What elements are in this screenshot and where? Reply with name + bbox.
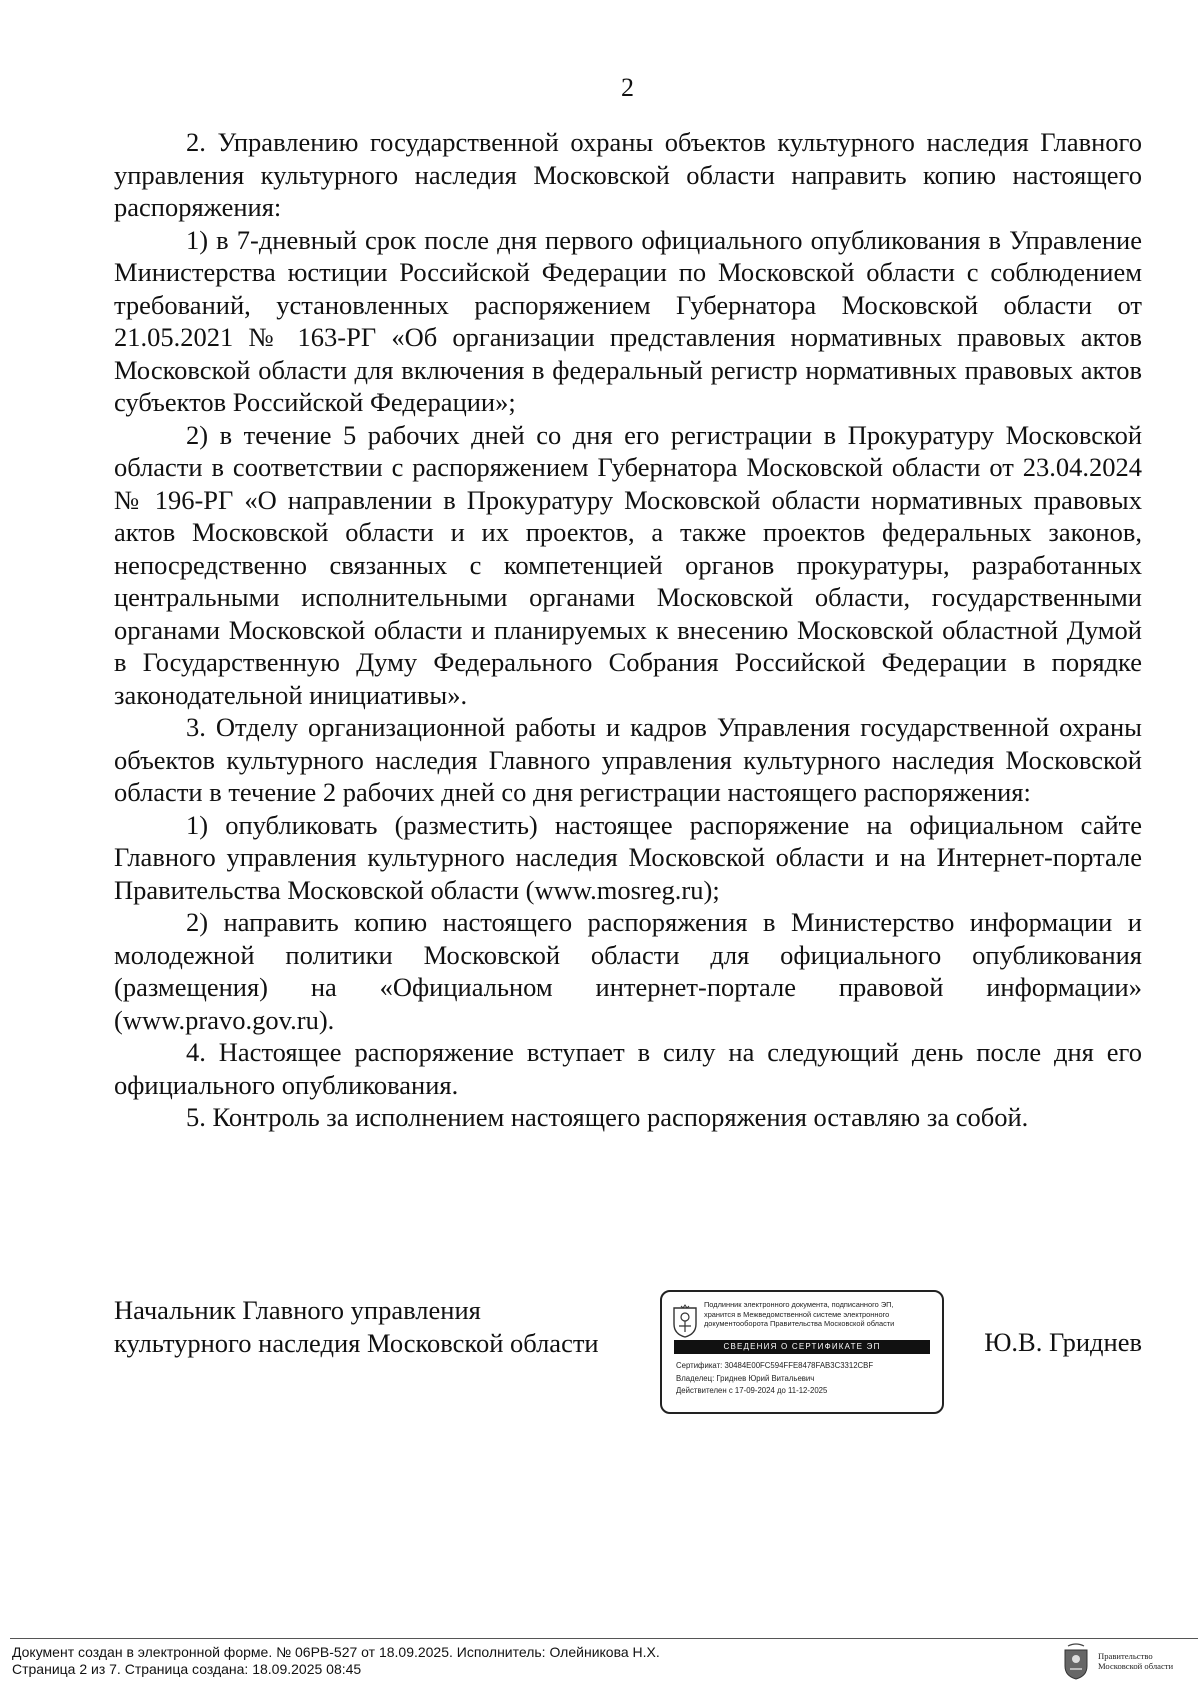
footer-info: [12, 1644, 660, 1678]
paragraph-item-3-1: 1) опубликовать (разместить) настоящее распоряжение на официальном сайте Главного управления культурного наследия Московской области и на Интернет-портале Правительства Московской области (www.mosreg.ru);: [114, 809, 1142, 905]
stamp-header-line: хранится в Межведомственной системе электронного: [704, 1309, 890, 1319]
paragraph-item-4: 4. Настоящее распоряжение вступает в силу на следующий день после дня его официального опубликования.: [114, 1037, 1142, 1100]
moscow-oblast-crest-icon: [672, 1304, 698, 1338]
paragraph-item-2: 2. Управлению государственной охраны объектов культурного наследия Главного управления культурного наследия Московской области направить копию настоящего распоряжения:: [114, 127, 1142, 222]
government-logo-text: [1098, 1651, 1173, 1672]
signature-block: [114, 1290, 1142, 1420]
stamp-header: [704, 1300, 936, 1329]
document-body: [114, 126, 1142, 1134]
footer-line-document: Документ создан в электронной форме. № 06РВ-527 от 18.09.2025. Исполнитель: Олейникова Н.Х.: [12, 1644, 660, 1660]
stamp-validity: Действителен с 17-09-2024 до 11-12-2025: [676, 1386, 828, 1396]
stamp-certificate-details: [676, 1360, 938, 1398]
page-number: 2: [621, 73, 634, 102]
stamp-owner: Владелец: Гриднев Юрий Витальевич: [676, 1373, 815, 1383]
paragraph-item-3-2: 2) направить копию настоящего распоряжения в Министерство информации и молодежной политики Московской области для официального опубликования (размещения) на «Официальном интернет-портале правовой информации» (www.pravo.gov.ru).: [114, 907, 1142, 1035]
paragraph-item-2-2: 2) в течение 5 рабочих дней со дня его регистрации в Прокуратуру Московской области в соответствии с распоряжением Губернатора Московской области от 23.04.2024 № 196-РГ «О направлении в Прокуратуру Московской области нормативных правовых актов Московской области и их проектов, а также проектов федеральных законов, непосредственно связанных с компетенцией органов прокуратуры, разработанных центральными исполнительными органами Московской области, государственными органами Московской области и планируемых к внесению Московской областной Думой в Государственную Думу Федерального Собрания Российской Федерации в порядке законодательной инициативы».: [114, 419, 1142, 710]
footer-line-page: Страница 2 из 7. Страница создана: 18.09.2025 08:45: [12, 1661, 362, 1677]
moscow-oblast-crest-icon: [1062, 1642, 1090, 1680]
government-logo-line: Правительство: [1098, 1651, 1153, 1661]
paragraph-item-2-1: 1) в 7-дневный срок после дня первого официального опубликования в Управление Министерства юстиции Российской Федерации по Московской области с соблюдением требований, установленных распоряжением Губернатора Московской области от 21.05.2021 № 163-РГ «Об организации представления нормативных правовых актов Московской области для включения в федеральный регистр нормативных правовых актов субъектов Российской Федерации»;: [114, 224, 1142, 417]
government-logo: [1062, 1642, 1192, 1682]
signer-position: [114, 1294, 599, 1359]
government-logo-line: Московской области: [1098, 1661, 1174, 1672]
paragraph-item-3: 3. Отделу организационной работы и кадров Управления государственной охраны объектов культурного наследия Главного управления культурного наследия Московской области в течение 2 рабочих дней со дня регистрации настоящего распоряжения:: [114, 712, 1142, 807]
signer-position-line: культурного наследия Московской области: [114, 1327, 599, 1358]
stamp-certificate-bar: СВЕДЕНИЯ О СЕРТИФИКАТЕ ЭП: [674, 1340, 930, 1354]
stamp-header-line: документооборота Правительства Московской области: [704, 1319, 895, 1329]
paragraph-item-5: 5. Контроль за исполнением настоящего распоряжения оставляю за собой.: [186, 1102, 1029, 1132]
electronic-signature-stamp: [660, 1290, 944, 1414]
stamp-certificate-number: Сертификат: 30484E00FC594FFE8478FAB3C3312CBF: [676, 1361, 874, 1370]
footer-divider: [10, 1638, 1198, 1639]
signer-name: Ю.В. Гриднев: [984, 1327, 1142, 1357]
stamp-header-line: Подлинник электронного документа, подписанного ЭП,: [704, 1300, 894, 1309]
signer-position-line: Начальник Главного управления: [114, 1295, 481, 1325]
